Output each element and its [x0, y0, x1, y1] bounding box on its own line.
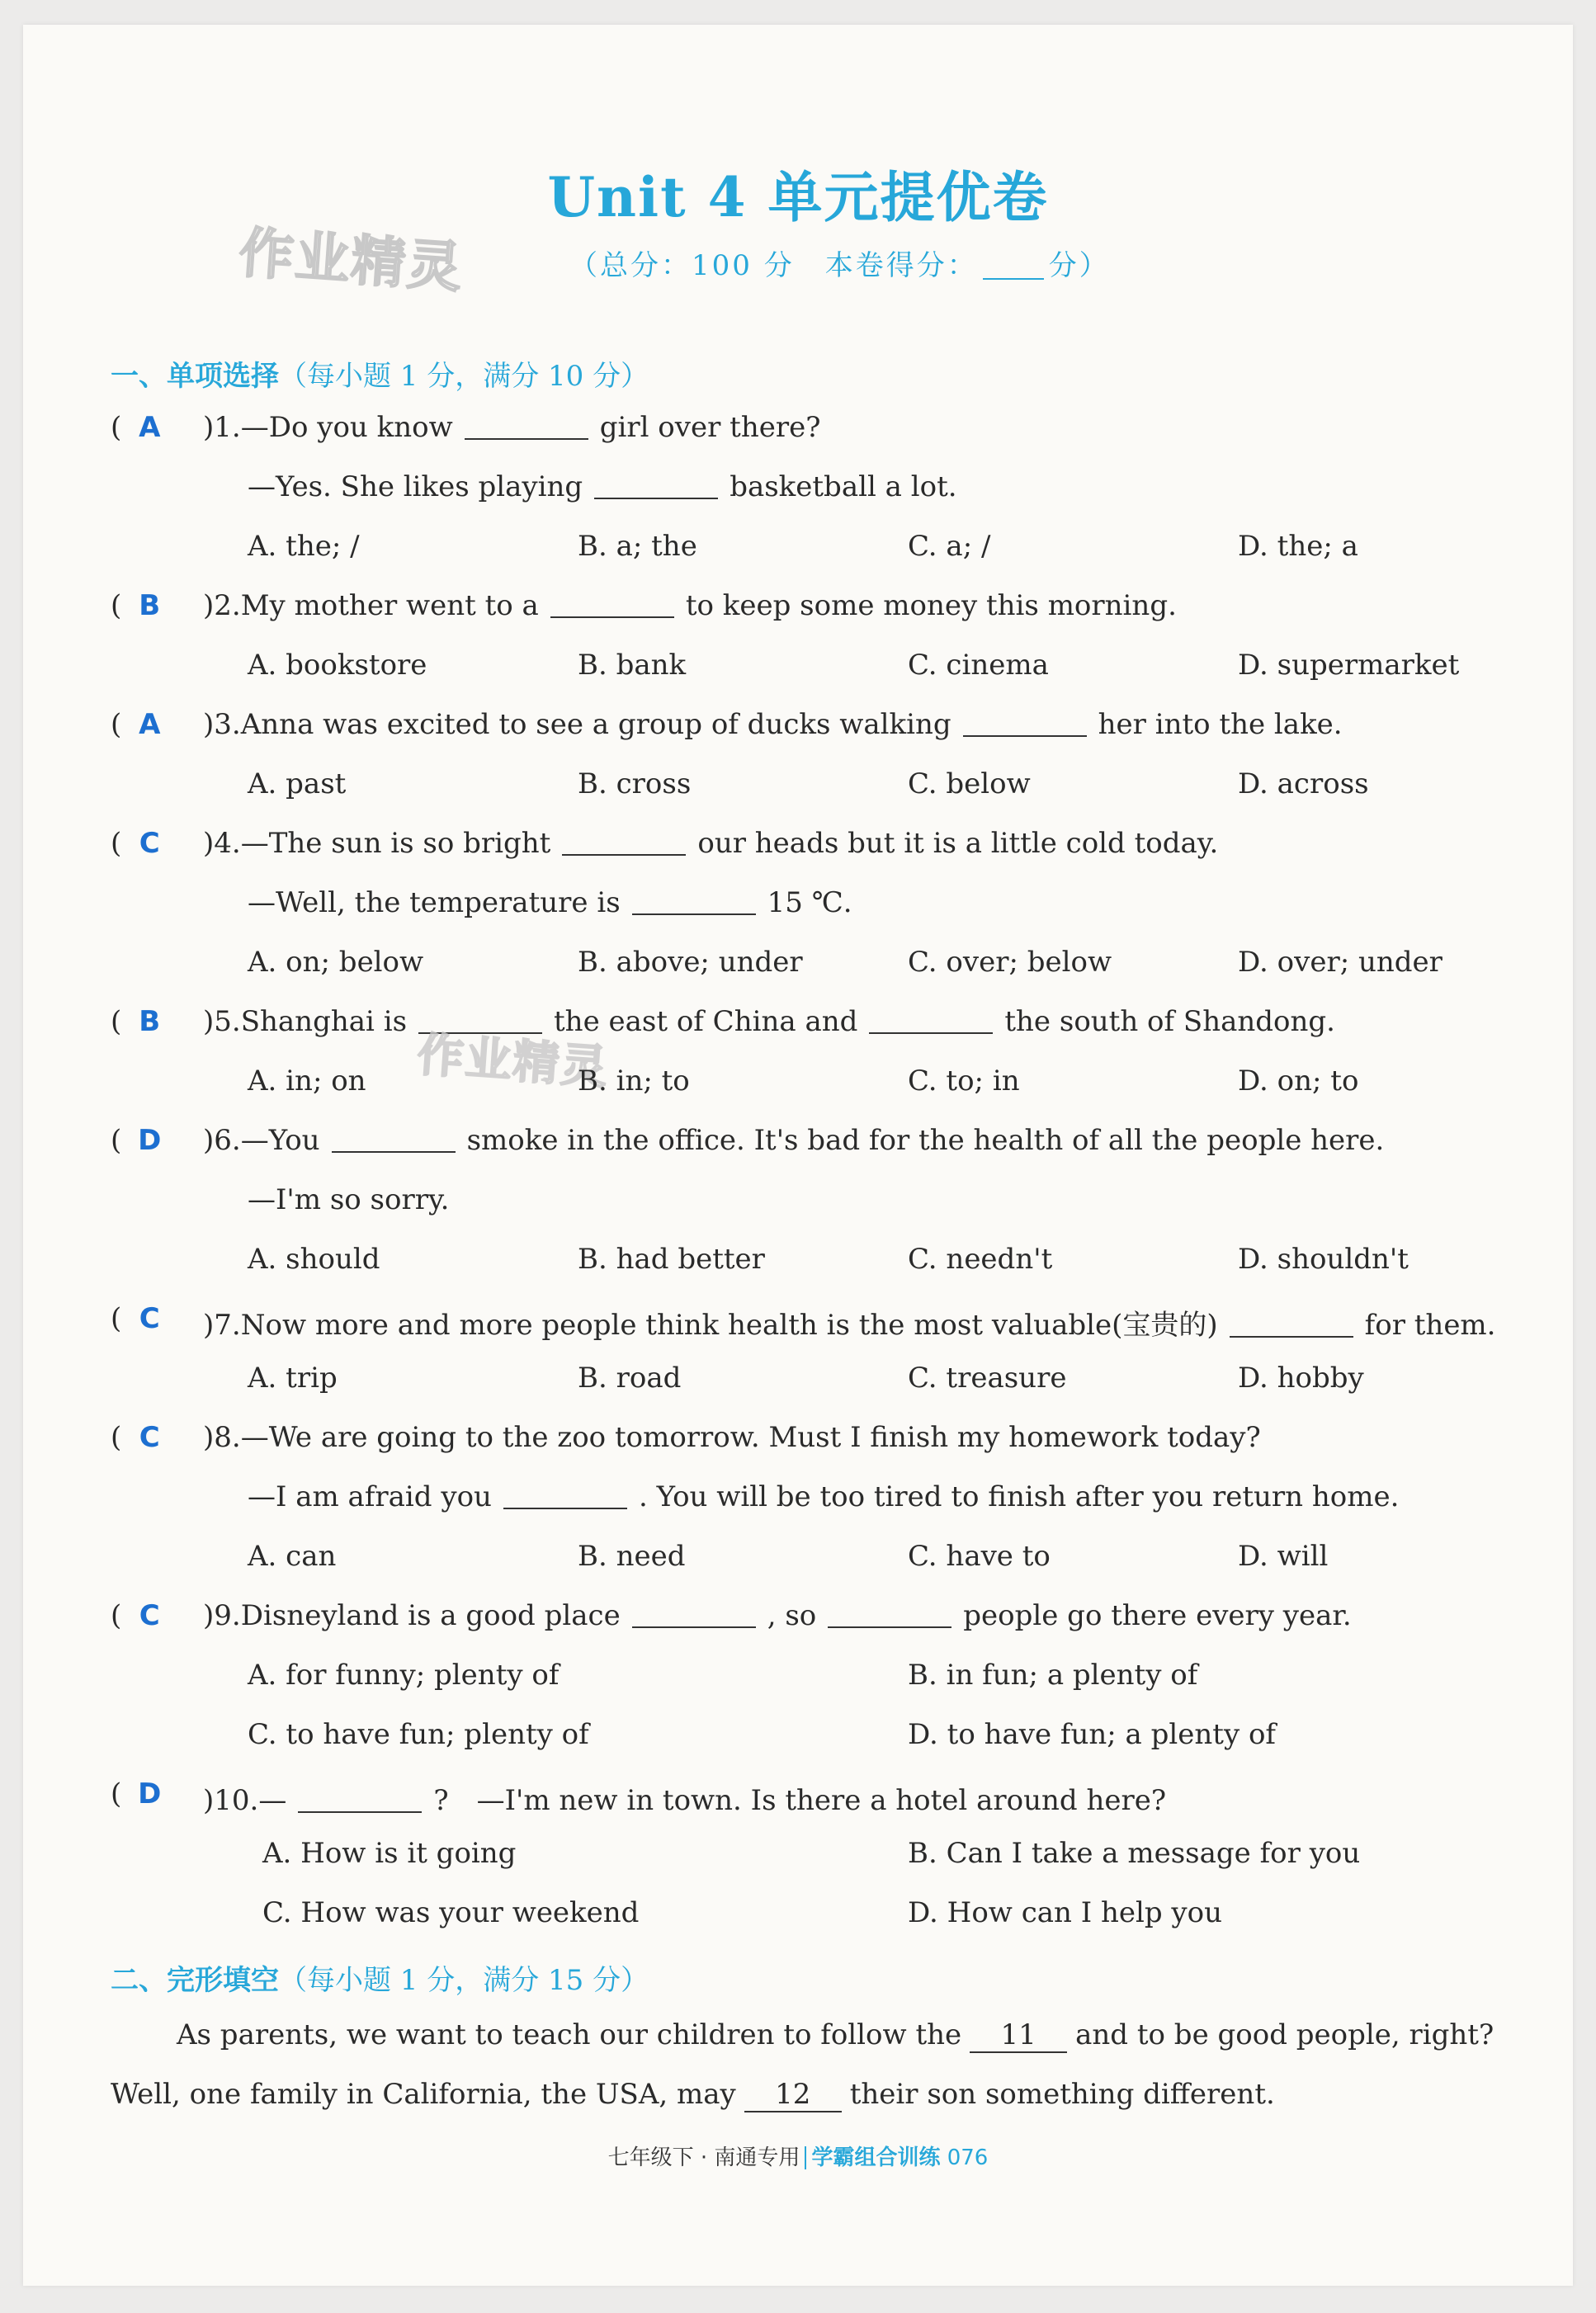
- cloze-text-2a: Well, one family in California, the USA, may: [111, 2078, 736, 2111]
- q2-option-c[interactable]: C. cinema: [908, 649, 1049, 682]
- q8-line2-a: —I am afraid you: [248, 1480, 492, 1513]
- cloze-blank-12[interactable]: 12: [744, 2078, 842, 2112]
- answer-6: D: [138, 1124, 162, 1157]
- q6-number: )6.: [203, 1124, 241, 1157]
- q9-option-d[interactable]: D. to have fun; a plenty of: [908, 1718, 1277, 1751]
- question-3: [203, 708, 1343, 741]
- q6-blank-1[interactable]: [332, 1126, 456, 1153]
- answer-paren-1: ( A: [111, 411, 177, 444]
- q9-option-c[interactable]: C. to have fun; plenty of: [248, 1718, 589, 1751]
- q5-text-c: the south of Shandong.: [1004, 1005, 1335, 1038]
- answer-1: A: [139, 411, 161, 444]
- score-line-prefix: （总分：100 分 本卷得分：: [569, 249, 978, 282]
- answer-7: C: [139, 1302, 160, 1335]
- score-line-suffix: 分）: [1048, 249, 1110, 282]
- section-2-note: （每小题 1 分，满分 15 分）: [279, 1964, 649, 1997]
- q3-blank-1[interactable]: [963, 710, 1087, 737]
- q6-line2: —I'm so sorry.: [248, 1183, 450, 1216]
- q2-option-a[interactable]: A. bookstore: [248, 649, 427, 682]
- q9-option-a[interactable]: A. for funny; plenty of: [248, 1659, 560, 1692]
- q1-number: )1.: [203, 411, 241, 444]
- q9-text-a: Disneyland is a good place: [240, 1599, 621, 1632]
- q7-number: )7.: [203, 1309, 241, 1342]
- q4-option-c[interactable]: C. over; below: [908, 946, 1112, 979]
- q6-option-a[interactable]: A. should: [248, 1243, 380, 1276]
- section-1-title: 一、单项选择: [111, 360, 279, 393]
- q4-option-d[interactable]: D. over; under: [1238, 946, 1443, 979]
- q9-text-b: , so: [767, 1599, 817, 1632]
- q10-option-c[interactable]: C. How was your weekend: [262, 1896, 640, 1929]
- q5-option-a[interactable]: A. in; on: [248, 1064, 366, 1097]
- q5-text-b: the east of China and: [554, 1005, 858, 1038]
- q3-option-a[interactable]: A. past: [248, 767, 347, 800]
- q7-option-a[interactable]: A. trip: [248, 1362, 338, 1395]
- q4-line2-a: —Well, the temperature is: [248, 886, 621, 919]
- q1-line2-a: —Yes. She likes playing: [248, 470, 583, 503]
- question-8: [203, 1421, 1261, 1454]
- question-2: [203, 589, 1177, 622]
- page-footer: [0, 2141, 1596, 2171]
- page-number: 076: [947, 2145, 989, 2170]
- answer-paren-5: ( B: [111, 1005, 177, 1038]
- watermark-logo: 作业精灵: [237, 220, 465, 300]
- q6-option-d[interactable]: D. shouldn't: [1238, 1243, 1409, 1276]
- q6-text-b: smoke in the office. It's bad for the health of all the people here.: [466, 1124, 1385, 1157]
- answer-paren-8: ( C: [111, 1421, 177, 1454]
- q8-option-a[interactable]: A. can: [248, 1540, 337, 1573]
- q8-option-b[interactable]: B. need: [578, 1540, 686, 1573]
- cloze-text-2b: their son something different.: [849, 2078, 1275, 2111]
- q4-option-b[interactable]: B. above; under: [578, 946, 803, 979]
- q5-option-c[interactable]: C. to; in: [908, 1064, 1020, 1097]
- cloze-paragraph-line-1: [177, 2018, 1494, 2053]
- question-5: [203, 1005, 1335, 1038]
- q2-blank-1[interactable]: [550, 592, 674, 618]
- score-blank[interactable]: [983, 253, 1044, 280]
- question-1: [203, 411, 820, 444]
- q7-text-a: Now more and more people think health is the most valuable(宝贵的): [240, 1309, 1218, 1342]
- q1-line2: [248, 470, 957, 503]
- q10-option-d[interactable]: D. How can I help you: [908, 1896, 1222, 1929]
- q3-option-d[interactable]: D. across: [1238, 767, 1369, 800]
- q2-option-b[interactable]: B. bank: [578, 649, 687, 682]
- q3-number: )3.: [203, 708, 241, 741]
- q7-text-b: for them.: [1364, 1309, 1496, 1342]
- q1-text-a: —Do you know: [240, 411, 453, 444]
- q5-number: )5.: [203, 1005, 241, 1038]
- q2-text-a: My mother went to a: [240, 589, 539, 622]
- cloze-paragraph-line-2: [111, 2078, 1275, 2112]
- q5-option-d[interactable]: D. on; to: [1238, 1064, 1359, 1097]
- q2-number: )2.: [203, 589, 241, 622]
- watermark-logo-inline: 作业精灵: [415, 1027, 611, 1096]
- q10-text-a: —: [258, 1784, 287, 1817]
- q5-blank-2[interactable]: [869, 1008, 993, 1034]
- section-1-note: （每小题 1 分，满分 10 分）: [279, 360, 649, 393]
- q1-line2-b: basketball a lot.: [730, 470, 957, 503]
- q10-option-b[interactable]: B. Can I take a message for you: [908, 1837, 1361, 1870]
- q4-text-a: —The sun is so bright: [240, 827, 551, 860]
- question-9: [203, 1599, 1352, 1632]
- question-10: [203, 1777, 1166, 1818]
- q1-option-c[interactable]: C. a; /: [908, 530, 991, 563]
- cloze-text-1a: As parents, we want to teach our children to follow the: [177, 2018, 962, 2051]
- q1-option-a[interactable]: A. the; /: [248, 530, 360, 563]
- q3-text-b: her into the lake.: [1098, 708, 1343, 741]
- answer-10: D: [138, 1777, 162, 1810]
- answer-paren-3: ( A: [111, 708, 177, 741]
- section-heading-1: [111, 353, 649, 394]
- question-7: [203, 1302, 1495, 1343]
- q8-blank-1[interactable]: [503, 1483, 627, 1509]
- cloze-blank-11[interactable]: 11: [970, 2018, 1067, 2053]
- q6-text-a: —You: [240, 1124, 320, 1157]
- answer-paren-9: ( C: [111, 1599, 177, 1632]
- q10-option-a[interactable]: A. How is it going: [262, 1837, 517, 1870]
- q1-option-b[interactable]: B. a; the: [578, 530, 697, 563]
- q4-line2-b: 15 ℃.: [767, 886, 852, 919]
- answer-paren-2: ( B: [111, 589, 177, 622]
- question-6: [203, 1124, 1384, 1157]
- answer-paren-10: ( D: [111, 1777, 177, 1810]
- q3-text-a: Anna was excited to see a group of ducks walking: [240, 708, 951, 741]
- q6-option-c[interactable]: C. needn't: [908, 1243, 1053, 1276]
- q3-option-c[interactable]: C. below: [908, 767, 1031, 800]
- q8-option-c[interactable]: C. have to: [908, 1540, 1051, 1573]
- question-4: [203, 827, 1218, 860]
- q8-text-a: —We are going to the zoo tomorrow. Must I finish my homework today?: [240, 1421, 1261, 1454]
- answer-9: C: [139, 1599, 160, 1632]
- footer-grade: 七年级下 · 南通专用: [607, 2145, 800, 2170]
- footer-brand: 学霸组合训练: [811, 2145, 941, 2170]
- q4-blank-1[interactable]: [562, 829, 686, 856]
- q7-blank-1[interactable]: [1230, 1311, 1353, 1338]
- q8-option-d[interactable]: D. will: [1238, 1540, 1329, 1573]
- q1-blank-2[interactable]: [594, 473, 718, 499]
- page-title: Unit 4 单元提优卷: [547, 165, 1049, 229]
- q7-option-d[interactable]: D. hobby: [1238, 1362, 1364, 1395]
- answer-paren-4: ( C: [111, 827, 177, 860]
- q1-option-d[interactable]: D. the; a: [1238, 530, 1358, 563]
- q9-blank-2[interactable]: [828, 1602, 951, 1628]
- q9-text-c: people go there every year.: [963, 1599, 1352, 1632]
- answer-4: C: [139, 827, 160, 860]
- q1-blank-1[interactable]: [465, 413, 588, 440]
- q2-option-d[interactable]: D. supermarket: [1238, 649, 1460, 682]
- answer-paren-7: ( C: [111, 1302, 177, 1335]
- q7-option-b[interactable]: B. road: [578, 1362, 682, 1395]
- answer-2: B: [139, 589, 161, 622]
- q9-blank-1[interactable]: [632, 1602, 756, 1628]
- q8-number: )8.: [203, 1421, 241, 1454]
- q10-text-b: ? —I'm new in town. Is there a hotel around here?: [433, 1784, 1167, 1817]
- answer-8: C: [139, 1421, 160, 1454]
- q4-text-b: our heads but it is a little cold today.: [697, 827, 1219, 860]
- q1-text-b: girl over there?: [599, 411, 821, 444]
- q8-line2-b: . You will be too tired to finish after you return home.: [638, 1480, 1400, 1513]
- answer-paren-6: ( D: [111, 1124, 177, 1157]
- q3-option-b[interactable]: B. cross: [578, 767, 692, 800]
- footer-separator: [805, 2146, 806, 2169]
- q9-number: )9.: [203, 1599, 241, 1632]
- q4-blank-2[interactable]: [632, 889, 756, 915]
- q5-option-b[interactable]: B. in; to: [578, 1064, 690, 1097]
- q9-option-b[interactable]: B. in fun; a plenty of: [908, 1659, 1198, 1692]
- q5-text-a: Shanghai is: [240, 1005, 408, 1038]
- q10-blank-1[interactable]: [298, 1787, 422, 1813]
- section-2-title: 二、完形填空: [111, 1964, 279, 1997]
- q7-option-c[interactable]: C. treasure: [908, 1362, 1067, 1395]
- q2-text-b: to keep some money this morning.: [685, 589, 1177, 622]
- score-line: [569, 243, 1110, 283]
- answer-3: A: [139, 708, 161, 741]
- answer-5: B: [139, 1005, 161, 1038]
- q4-line2: [248, 886, 852, 919]
- cloze-text-1b: and to be good people, right?: [1075, 2018, 1494, 2051]
- q6-option-b[interactable]: B. had better: [578, 1243, 765, 1276]
- section-heading-2: [111, 1957, 649, 1998]
- q10-number: )10.: [203, 1784, 259, 1817]
- q4-number: )4.: [203, 827, 241, 860]
- q8-line2: [248, 1480, 1399, 1513]
- q4-option-a[interactable]: A. on; below: [248, 946, 424, 979]
